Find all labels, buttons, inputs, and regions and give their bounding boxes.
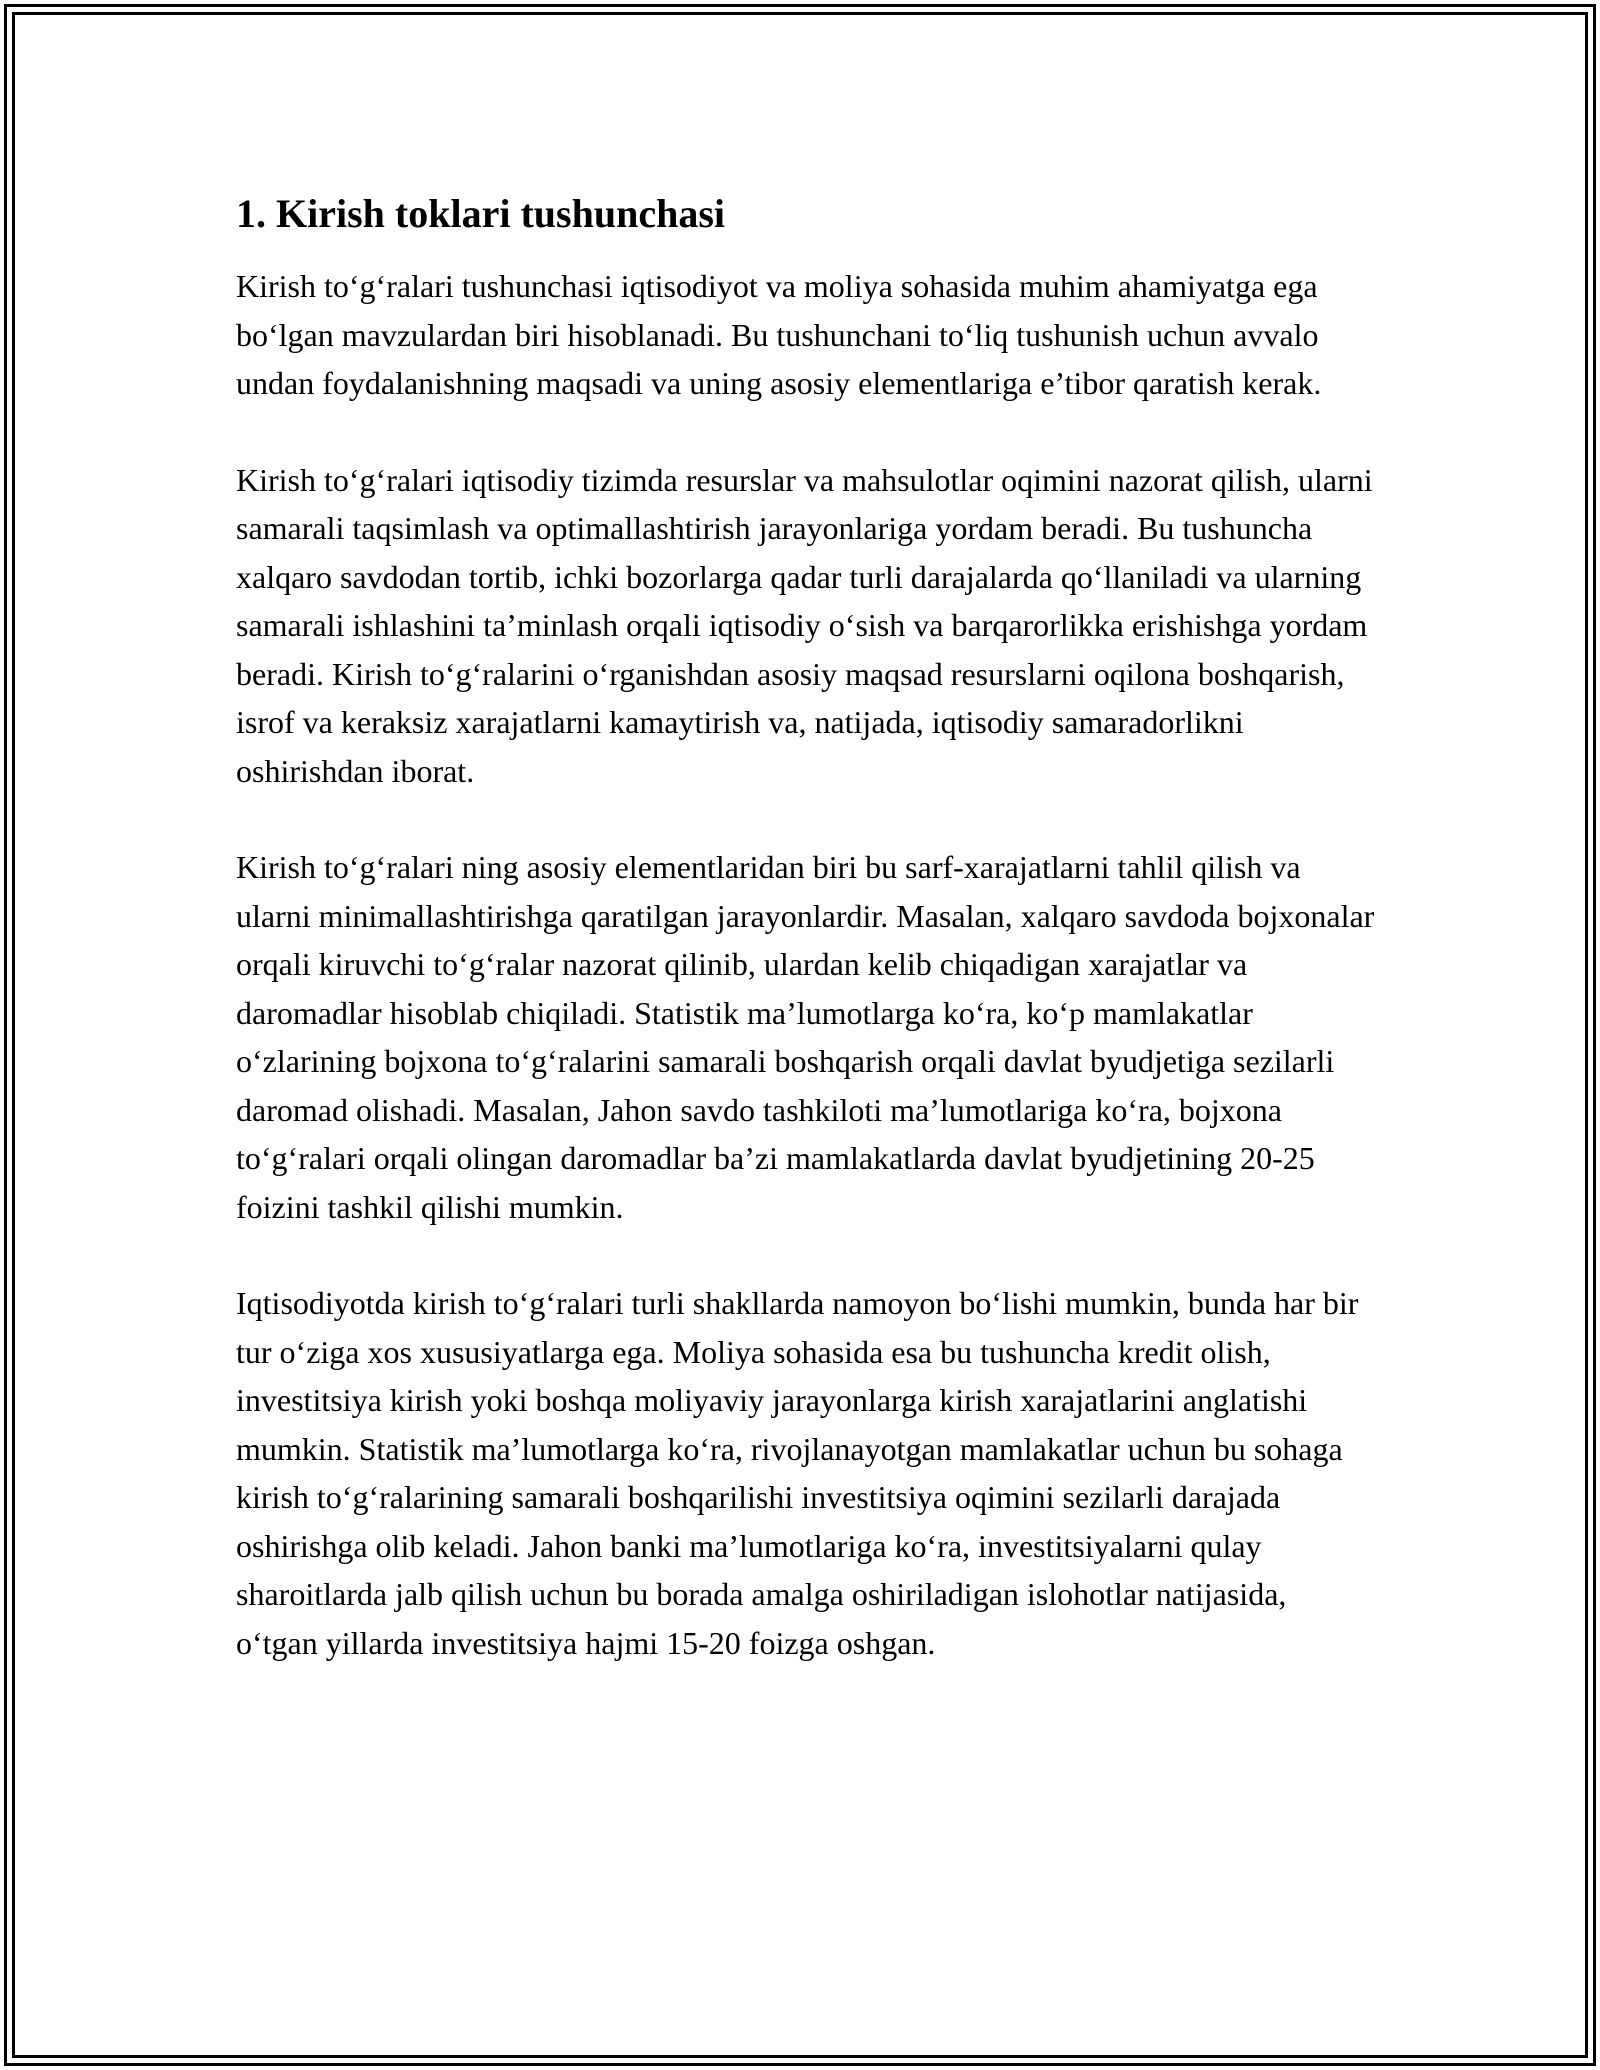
paragraph-1: Kirish to‘g‘ralari tushunchasi iqtisodiyot va moliya sohasida muhim ahamiyatga ega bo‘lgan mavzulardan biri hisoblanadi. Bu tushunchani to‘liq tushunish uchun avvalo undan foydalanishning maqsadi va uning asosiy elementlariga e’tibor qaratish kerak. [236, 268, 1322, 401]
section-title: 1. Kirish toklari tushunchasi [236, 191, 726, 236]
paragraph-3: Kirish to‘g‘ralari ning asosiy elementlaridan biri bu sarf-xarajatlarni tahlil qilish va ularni minimallashtirishga qaratilgan jarayonlardir. Masalan, xalqaro savdoda bojxonalar orqali kiruvchi to‘g‘ralar nazorat qilinib, ulardan kelib chiqadigan xarajatlar va daromadlar hisoblab chiqiladi. Statistik ma’lumotlarga ko‘ra, ko‘p mamlakatlar o‘zlarining bojxona to‘g‘ralarini samarali boshqarish orqali davlat byudjetiga sezilarli daromad olishadi. Masalan, Jahon savdo tashkiloti ma’lumotlariga ko‘ra, bojxona to‘g‘ralari orqali olingan daromadlar ba’zi mamlakatlarda davlat byudjetining 20-25 foizini tashkil qilishi mumkin. [236, 849, 1375, 1225]
document-body [236, 188, 1376, 1715]
paragraph-4: Iqtisodiyotda kirish to‘g‘ralari turli shakllarda namoyon bo‘lishi mumkin, bunda har bir tur o‘ziga xos xususiyatlarga ega. Moliya sohasida esa bu tushuncha kredit olish, investitsiya kirish yoki boshqa moliyaviy jarayonlarga kirish xarajatlarini anglatishi mumkin. Statistik ma’lumotlarga ko‘ra, rivojlanayotgan mamlakatlar uchun bu sohaga kirish to‘g‘ralarining samarali boshqarilishi investitsiya oqimini sezilarli darajada oshirishga olib keladi. Jahon banki ma’lumotlariga ko‘ra, investitsiyalarni qulay sharoitlarda jalb qilish uchun bu borada amalga oshiriladigan islohotlar natijasida, o‘tgan yillarda investitsiya hajmi 15-20 foizga oshgan. [236, 1285, 1359, 1661]
paragraph-2: Kirish to‘g‘ralari iqtisodiy tizimda resurslar va mahsulotlar oqimini nazorat qilish, ularni samarali taqsimlash va optimallashtirish jarayonlariga yordam beradi. Bu tushuncha xalqaro savdodan tortib, ichki bozorlarga qadar turli darajalarda qo‘llaniladi va ularning samarali ishlashini ta’minlash orqali iqtisodiy o‘sish va barqarorlikka erishishga yordam beradi. Kirish to‘g‘ralarini o‘rganishdan asosiy maqsad resurslarni oqilona boshqarish, isrof va keraksiz xarajatlarni kamaytirish va, natijada, iqtisodiy samaradorlikni oshirishdan iborat. [236, 461, 1373, 789]
